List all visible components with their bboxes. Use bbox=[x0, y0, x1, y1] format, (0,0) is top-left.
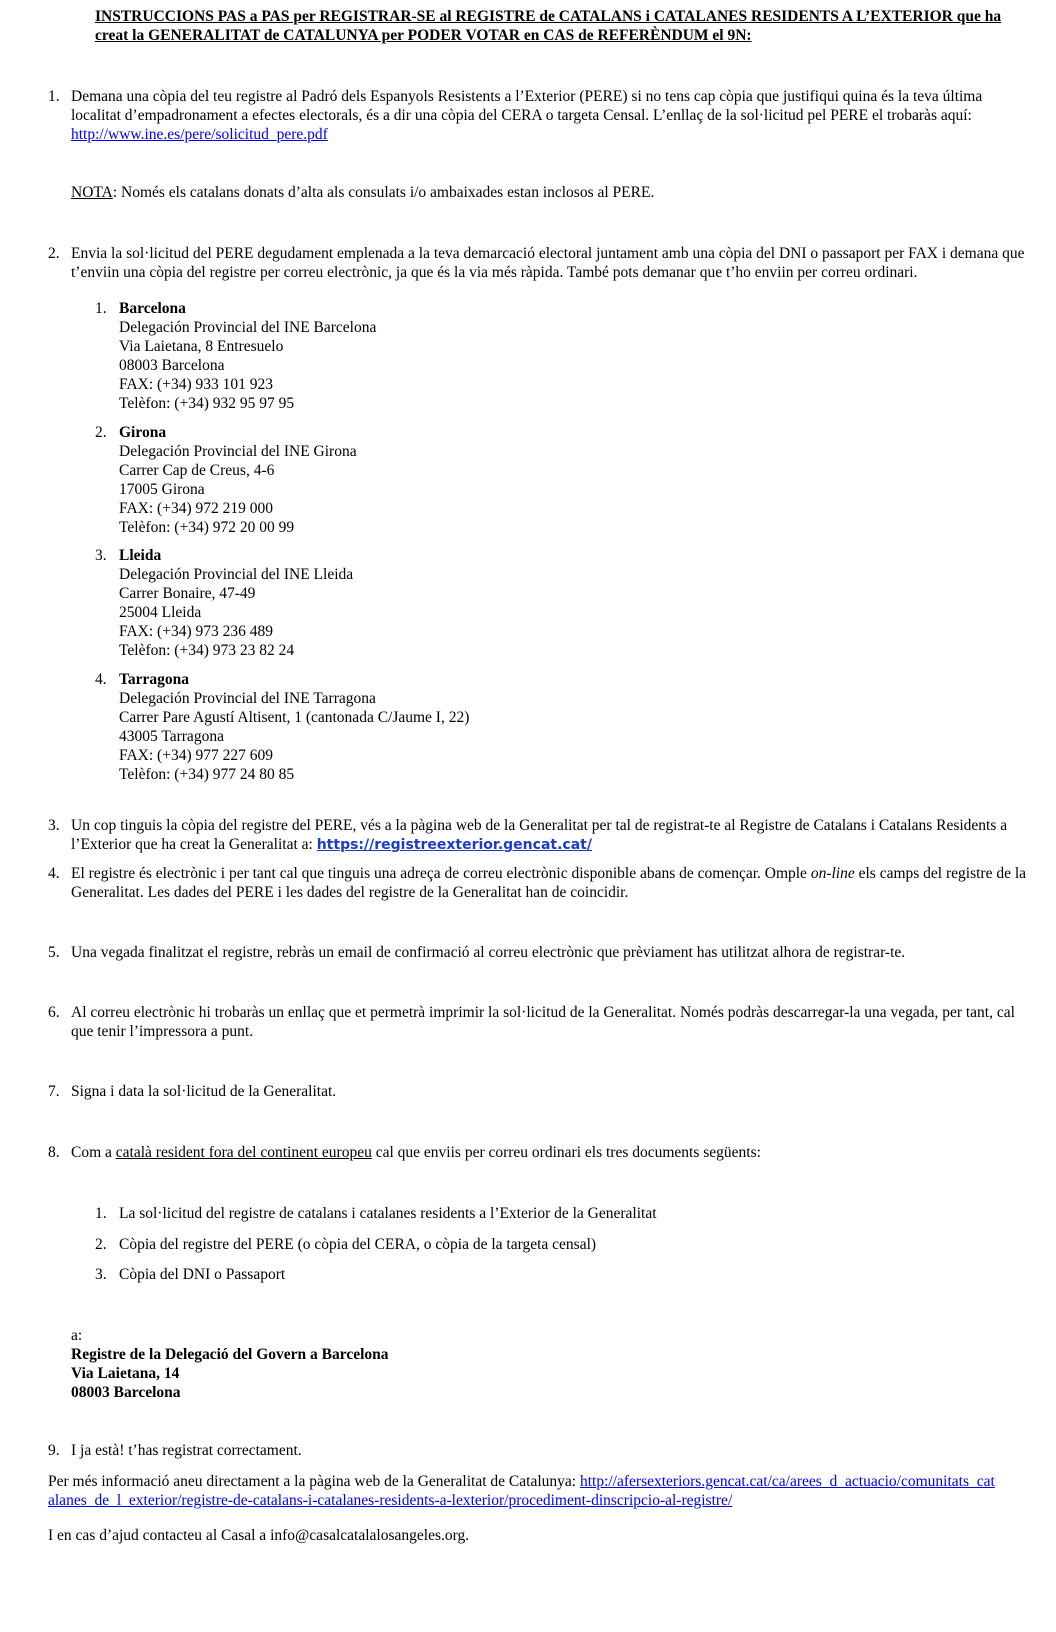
document-title bbox=[95, 7, 1025, 45]
step-9 bbox=[48, 1441, 1028, 1460]
office-name: Delegación Provincial del INE Girona bbox=[119, 443, 357, 460]
more-info bbox=[48, 1472, 998, 1510]
office-fax: FAX: (+34) 977 227 609 bbox=[119, 747, 273, 764]
document-text: Còpia del registre del PERE (o còpia del CERA, o còpia de la targeta censal) bbox=[119, 1236, 597, 1253]
step-text: Envia la sol·licitud del PERE degudament emplenada a la teva demarcació electoral juntament amb una còpia del DNI o passaport per FAX i demana que t’enviin una còpia del registre per correu electrònic, ja que és la via més ràpida. També pots demanar que t’ho enviin per correu ordinari. bbox=[71, 245, 1025, 281]
office-fax: FAX: (+34) 972 219 000 bbox=[119, 500, 273, 517]
step-text: Signa i data la sol·licitud de la Generalitat. bbox=[71, 1083, 337, 1100]
note-label: NOTA bbox=[71, 184, 113, 201]
step-number: 2. bbox=[48, 245, 60, 262]
office-fax: FAX: (+34) 973 236 489 bbox=[119, 623, 273, 640]
step-text-a: Com a bbox=[71, 1144, 116, 1161]
step-text: Un cop tinguis la còpia del registre del PERE, vés a la pàgina web de la Generalitat per tal de registrat-te al Registre de Catalans i Catalans Residents a l’Exterior que ha creat la Generalitat a: bbox=[71, 817, 1008, 853]
step-number: 6. bbox=[48, 1004, 60, 1021]
office-phone: Telèfon: (+34) 977 24 80 85 bbox=[119, 766, 295, 783]
help-contact: I en cas d’ajud contacteu al Casal a info@casalcatalalosangeles.org. bbox=[48, 1527, 470, 1544]
office-phone: Telèfon: (+34) 972 20 00 99 bbox=[119, 519, 295, 536]
office-name: Delegación Provincial del INE Lleida bbox=[119, 566, 354, 583]
office-postal: 43005 Tarragona bbox=[119, 728, 224, 745]
office-number: 4. bbox=[95, 671, 107, 688]
document-number: 1. bbox=[95, 1205, 107, 1222]
step-text-b: els camps del registre de la Generalitat. Les dades del PERE i les dades del registre de la Generalitat han de coincidir. bbox=[71, 865, 1027, 901]
office-lleida bbox=[95, 546, 895, 660]
step-text-italic: on-line bbox=[810, 865, 855, 882]
document-text: La sol·licitud del registre de catalans i catalanes residents a l’Exterior de la Generalitat bbox=[119, 1205, 657, 1222]
address-line-3: 08003 Barcelona bbox=[71, 1384, 181, 1401]
step-7 bbox=[48, 1082, 1028, 1101]
step-5 bbox=[48, 943, 1028, 962]
office-city: Lleida bbox=[119, 547, 162, 564]
step-text: Al correu electrònic hi trobaràs un enllaç que et permetrà imprimir la sol·licitud de la Generalitat. Només podràs descarregar-la una vegada, per tant, cal que tenir l’impressora a punt. bbox=[71, 1004, 1015, 1040]
office-fax: FAX: (+34) 933 101 923 bbox=[119, 376, 273, 393]
office-phone: Telèfon: (+34) 973 23 82 24 bbox=[119, 642, 295, 659]
mailing-address bbox=[71, 1326, 389, 1402]
step-3 bbox=[48, 816, 1028, 855]
note bbox=[71, 183, 654, 202]
office-postal: 25004 Lleida bbox=[119, 604, 202, 621]
office-name: Delegación Provincial del INE Tarragona bbox=[119, 690, 376, 707]
step-text-b: cal que enviis per correu ordinari els tres documents següents: bbox=[371, 1144, 761, 1161]
office-postal: 08003 Barcelona bbox=[119, 357, 225, 374]
title-line-2: creat la GENERALITAT de CATALUNYA per PODER VOTAR en CAS de REFERÈNDUM el 9N: bbox=[95, 27, 752, 44]
office-street: Carrer Cap de Creus, 4-6 bbox=[119, 462, 275, 479]
address-line-2: Via Laietana, 14 bbox=[71, 1365, 180, 1382]
step-number: 5. bbox=[48, 944, 60, 961]
address-prefix: a: bbox=[71, 1327, 83, 1344]
step-8 bbox=[48, 1143, 1028, 1162]
office-city: Barcelona bbox=[119, 300, 186, 317]
address-line-1: Registre de la Delegació del Govern a Barcelona bbox=[71, 1346, 389, 1363]
document-item-3 bbox=[95, 1265, 895, 1284]
office-street: Via Laietana, 8 Entresuelo bbox=[119, 338, 284, 355]
step-number: 4. bbox=[48, 865, 60, 882]
step-number: 8. bbox=[48, 1144, 60, 1161]
office-tarragona bbox=[95, 670, 895, 784]
document-number: 3. bbox=[95, 1266, 107, 1283]
step-text-a: El registre és electrònic i per tant cal que tinguis una adreça de correu electrònic disponible abans de començar. Omple bbox=[71, 865, 811, 882]
office-girona bbox=[95, 423, 895, 537]
office-barcelona bbox=[95, 299, 895, 413]
more-info-link[interactable]: http://afersexteriors.gencat.cat/ca/arees_d_actuacio/comunitats_catalanes_de_l_exterior/registre-de-catalans-i-catalanes-residents-a-lexterior/procediment-dinscripcio-al-registre/ bbox=[48, 1473, 995, 1509]
step-text: Demana una còpia del teu registre al Padró dels Espanyols Resistents a l’Exterior (PERE) si no tens cap còpia que justifiqui quina és la teva última localitat d’empadronament a efectes electorals, és a dir una còpia del CERA o targeta Censal. L’enllaç de la sol·licitud pel PERE el trobaràs aquí: bbox=[71, 88, 983, 124]
step-number: 3. bbox=[48, 817, 60, 834]
document-text: Còpia del DNI o Passaport bbox=[119, 1266, 286, 1283]
office-city: Tarragona bbox=[119, 671, 190, 688]
step-6 bbox=[48, 1003, 1028, 1041]
step-text: Una vegada finalitzat el registre, rebràs un email de confirmació al correu electrònic que prèviament has utilitzat alhora de registrar-te. bbox=[71, 944, 906, 961]
step-text-underlined: català resident fora del continent europeu bbox=[115, 1144, 372, 1161]
step-number: 7. bbox=[48, 1083, 60, 1100]
office-postal: 17005 Girona bbox=[119, 481, 205, 498]
office-street: Carrer Pare Agustí Altisent, 1 (cantonada C/Jaume I, 22) bbox=[119, 709, 470, 726]
office-number: 1. bbox=[95, 300, 107, 317]
step-2 bbox=[48, 244, 1028, 282]
step-4 bbox=[48, 864, 1028, 902]
office-street: Carrer Bonaire, 47-49 bbox=[119, 585, 256, 602]
document-item-2 bbox=[95, 1235, 895, 1254]
registre-exterior-link[interactable]: https://registreexterior.gencat.cat/ bbox=[316, 837, 592, 853]
office-number: 2. bbox=[95, 424, 107, 441]
document-item-1 bbox=[95, 1204, 895, 1223]
more-info-text: Per més informació aneu directament a la pàgina web de la Generalitat de Catalunya: bbox=[48, 1473, 580, 1490]
note-text: : Només els catalans donats d’alta als consulats i/o ambaixades estan inclosos al PERE. bbox=[112, 184, 655, 201]
office-city: Girona bbox=[119, 424, 167, 441]
step-number: 9. bbox=[48, 1442, 60, 1459]
office-number: 3. bbox=[95, 547, 107, 564]
step-number: 1. bbox=[48, 88, 60, 105]
step-1 bbox=[48, 87, 1028, 144]
step-text: I ja està! t’has registrat correctament. bbox=[71, 1442, 302, 1459]
office-name: Delegación Provincial del INE Barcelona bbox=[119, 319, 377, 336]
pere-form-link[interactable]: http://www.ine.es/pere/solicitud_pere.pdf bbox=[71, 126, 328, 143]
office-phone: Telèfon: (+34) 932 95 97 95 bbox=[119, 395, 295, 412]
title-line-1: INSTRUCCIONS PAS a PAS per REGISTRAR-SE al REGISTRE de CATALANS i CATALANES RESIDENTS A L’EXTERIOR que ha bbox=[95, 8, 1002, 25]
document-number: 2. bbox=[95, 1236, 107, 1253]
